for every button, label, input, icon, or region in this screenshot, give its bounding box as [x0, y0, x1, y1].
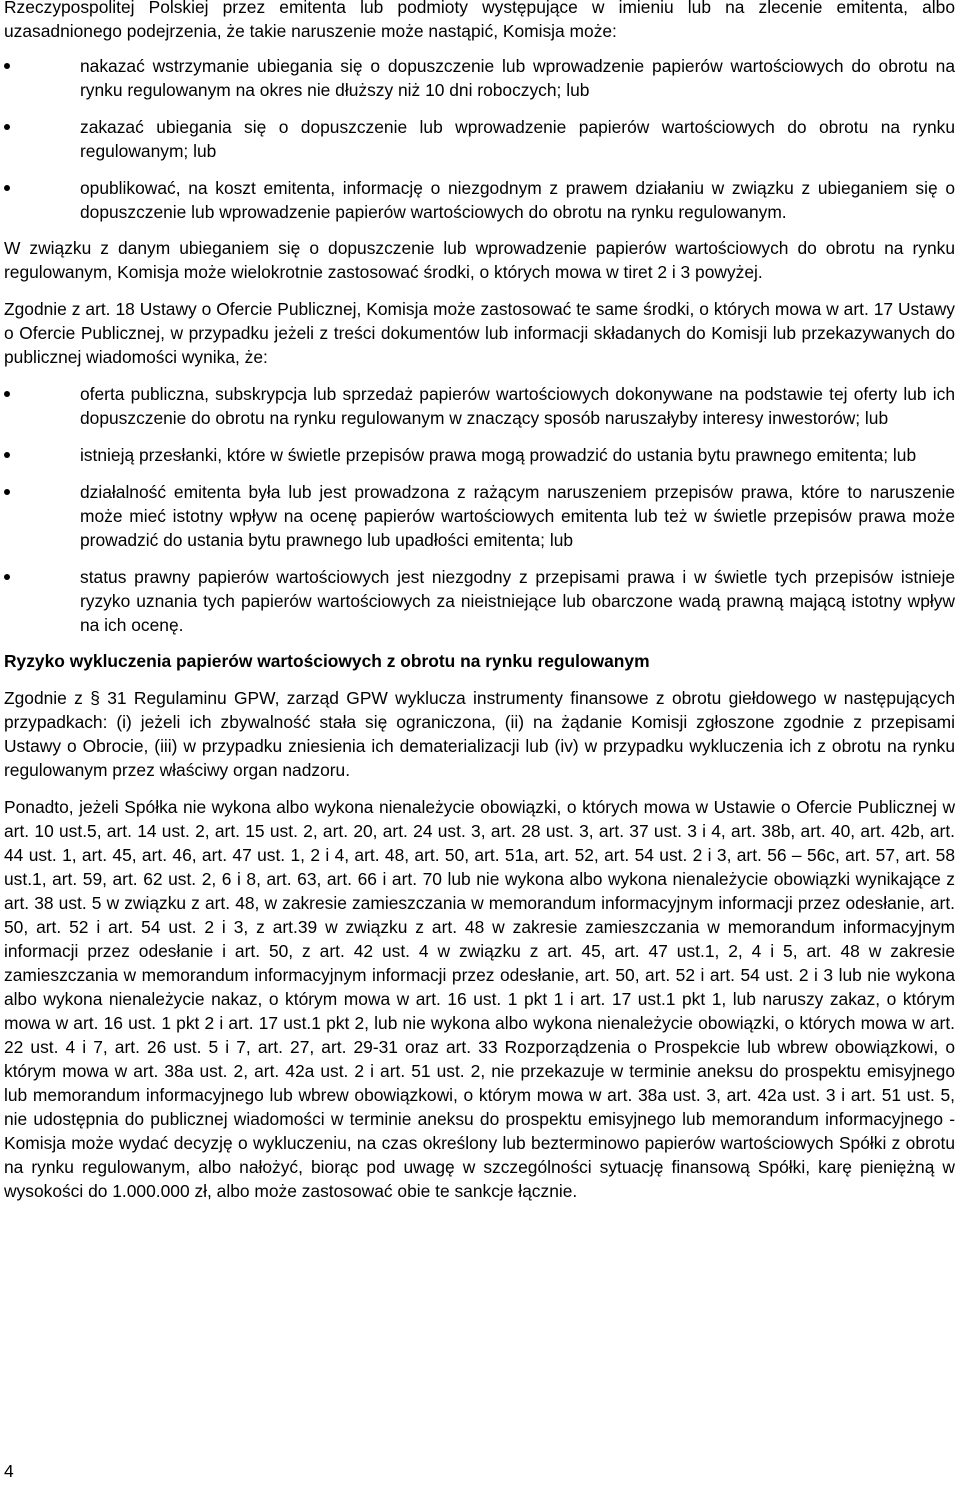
- list-item: [4, 176, 955, 224]
- measures-list: [4, 54, 955, 224]
- list-item-text: zakazać ubiegania się o dopuszczenie lub wprowadzenie papierów wartościowych do obrotu na rynku regulowanym; lub: [80, 117, 955, 161]
- repeat-measures-paragraph: W związku z danym ubieganiem się o dopuszczenie lub wprowadzenie papierów wartościowych do obrotu na rynku regulowanym, Komisja może wielokrotnie zastosować środki, o których mowa w tiret 2 i 3 powyżej.: [4, 238, 955, 282]
- bullet-icon: [4, 124, 10, 130]
- bullet-icon: [4, 185, 10, 191]
- bullet-icon: [4, 574, 10, 580]
- bullet-icon: [4, 489, 10, 495]
- list-item: [4, 565, 955, 637]
- list-item: [4, 115, 955, 163]
- list-item-text: oferta publiczna, subskrypcja lub sprzedaż papierów wartościowych dokonywane na podstawie tej oferty lub ich dopuszczenie do obrotu na rynku regulowanym w znaczący sposób naruszałyby interesy inwestorów; lub: [80, 384, 955, 428]
- bullet-icon: [4, 391, 10, 397]
- art18-paragraph: Zgodnie z art. 18 Ustawy o Ofercie Publicznej, Komisja może zastosować te same środki, o których mowa w art. 17 Ustawy o Ofercie Publicznej, w przypadku jeżeli z treści dokumentów lub informacji składanych do Komisji lub przekazywanych do publicznej wiadomości wynika, że:: [4, 299, 955, 367]
- list-item: [4, 382, 955, 430]
- bullet-icon: [4, 452, 10, 458]
- list-item-text: opublikować, na koszt emitenta, informację o niezgodnym z prawem działaniu w związku z ubieganiem się o dopuszczenie lub wprowadzenie papierów wartościowych do obrotu na rynku regulowanym.: [80, 178, 955, 222]
- list-item: [4, 54, 955, 102]
- list-item-text: status prawny papierów wartościowych jest niezgodny z przepisami prawa i w świetle tych przepisów istnieje ryzyko uznania tych papierów wartościowych za nieistniejące lub obarczone wadą prawną mającą istotny wpływ na ich ocenę.: [80, 567, 955, 635]
- list-item-text: istnieją przesłanki, które w świetle przepisów prawa mogą prowadzić do ustania bytu prawnego emitenta; lub: [80, 445, 917, 465]
- bullet-icon: [4, 63, 10, 69]
- gpw-paragraph: Zgodnie z § 31 Regulaminu GPW, zarząd GPW wyklucza instrumenty finansowe z obrotu giełdowego w następujących przypadkach: (i) jeżeli ich zbywalność stała się ograniczona, (ii) na żądanie Komisji zgłoszone zgodnie z przepisami Ustawy o Obrocie, (iii) w przypadku zniesienia ich dematerializacji lub (iv) w przypadku wykluczenia ich z obrotu na rynku regulowanym przez właściwy organ nadzoru.: [4, 688, 955, 780]
- list-item: [4, 443, 955, 467]
- list-item-text: nakazać wstrzymanie ubiegania się o dopuszczenie lub wprowadzenie papierów wartościowych do obrotu na rynku regulowanym na okres nie dłuższy niż 10 dni roboczych; lub: [80, 56, 955, 100]
- sanctions-paragraph: Ponadto, jeżeli Spółka nie wykona albo wykona nienależycie obowiązki, o których mowa w Ustawie o Ofercie Publicznej w art. 10 ust.5, art. 14 ust. 2, art. 15 ust. 2, art. 20, art. 24 ust. 3, art. 28 ust. 3, art. 37 ust. 3 i 4, art. 38b, art. 40, art. 42b, art. 44 ust. 1, art. 45, art. 46, art. 47 ust. 1, 2 i 4, art. 48, art. 50, art. 51a, art. 52, art. 54 ust. 2 i 3, art. 56 – 56c, art. 57, art. 58 ust.1, art. 59, art. 62 ust. 2, 6 i 8, art. 63, art. 66 i art. 70 lub nie wykona albo wykona nienależycie obowiązki wynikające z art. 38 ust. 5 w związku z art. 48, w zakresie zamieszczania w memorandum informacyjnym informacji przez odesłanie, art. 50, art. 52 i art. 54 ust. 2 i 3, z art.39 w związku z art. 48 w zakresie zamieszczania w memorandum informacyjnym informacji przez odesłanie i art. 50, z art. 42 ust. 4 w związku z art. 45, art. 47 ust.1, 2, 4 i 5, art. 48 w zakresie zamieszczania w memorandum informacyjnym informacji przez odesłanie, art. 50, art. 52 i art. 54 ust. 2 i 3 lub nie wykona albo wykona nienależycie nakaz, o którym mowa w art. 16 ust. 1 pkt 1 i art. 17 ust.1 pkt 1, lub naruszy zakaz, o którym mowa w art. 16 ust. 1 pkt 2 i art. 17 ust.1 pkt 2, lub nie wykona albo wykona nienależycie obowiązki, o których mowa w art. 22 ust. 4 i 7, art. 26 ust. 5 i 7, art. 27, art. 29-31 oraz art. 33 Rozporządzenia o Prospekcie lub wbrew obowiązkowi, o którym mowa w art. 38a ust. 2, art. 42a ust. 2 i art. 51 ust. 2, nie przekazuje w terminie aneksu do prospektu emisyjnego lub memorandum informacyjnego lub wbrew obowiązkowi, o którym mowa w art. 38a ust. 3, art. 42a ust. 3 i art. 51 ust. 5, nie udostępnia do publicznej wiadomości w terminie aneksu do prospektu emisyjnego lub memorandum informacyjnego - Komisja może wydać decyzję o wykluczeniu, na czas określony lub bezterminowo papierów wartościowych Spółki z obrotu na rynku regulowanym, albo nałożyć, biorąc pod uwagę w szczególności sytuację finansową Spółki, karę pieniężną w wysokości do 1.000.000 zł, albo może zastosować obie te sankcje łącznie.: [4, 797, 955, 1201]
- intro-paragraph: Rzeczypospolitej Polskiej przez emitenta lub podmioty występujące w imieniu lub na zlecenie emitenta, albo uzasadnionego podejrzenia, że takie naruszenie może nastąpić, Komisja może:: [4, 0, 955, 41]
- section-heading: Ryzyko wykluczenia papierów wartościowych z obrotu na rynku regulowanym: [4, 651, 650, 671]
- list-item-text: działalność emitenta była lub jest prowadzona z rażącym naruszeniem przepisów prawa, które to naruszenie może mieć istotny wpływ na ocenę papierów wartościowych emitenta lub też w świetle przepisów prawa może prowadzić do ustania bytu prawnego lub upadłości emitenta; lub: [80, 482, 955, 550]
- list-item: [4, 480, 955, 552]
- page-number: 4: [4, 1461, 14, 1481]
- conditions-list: [4, 382, 955, 637]
